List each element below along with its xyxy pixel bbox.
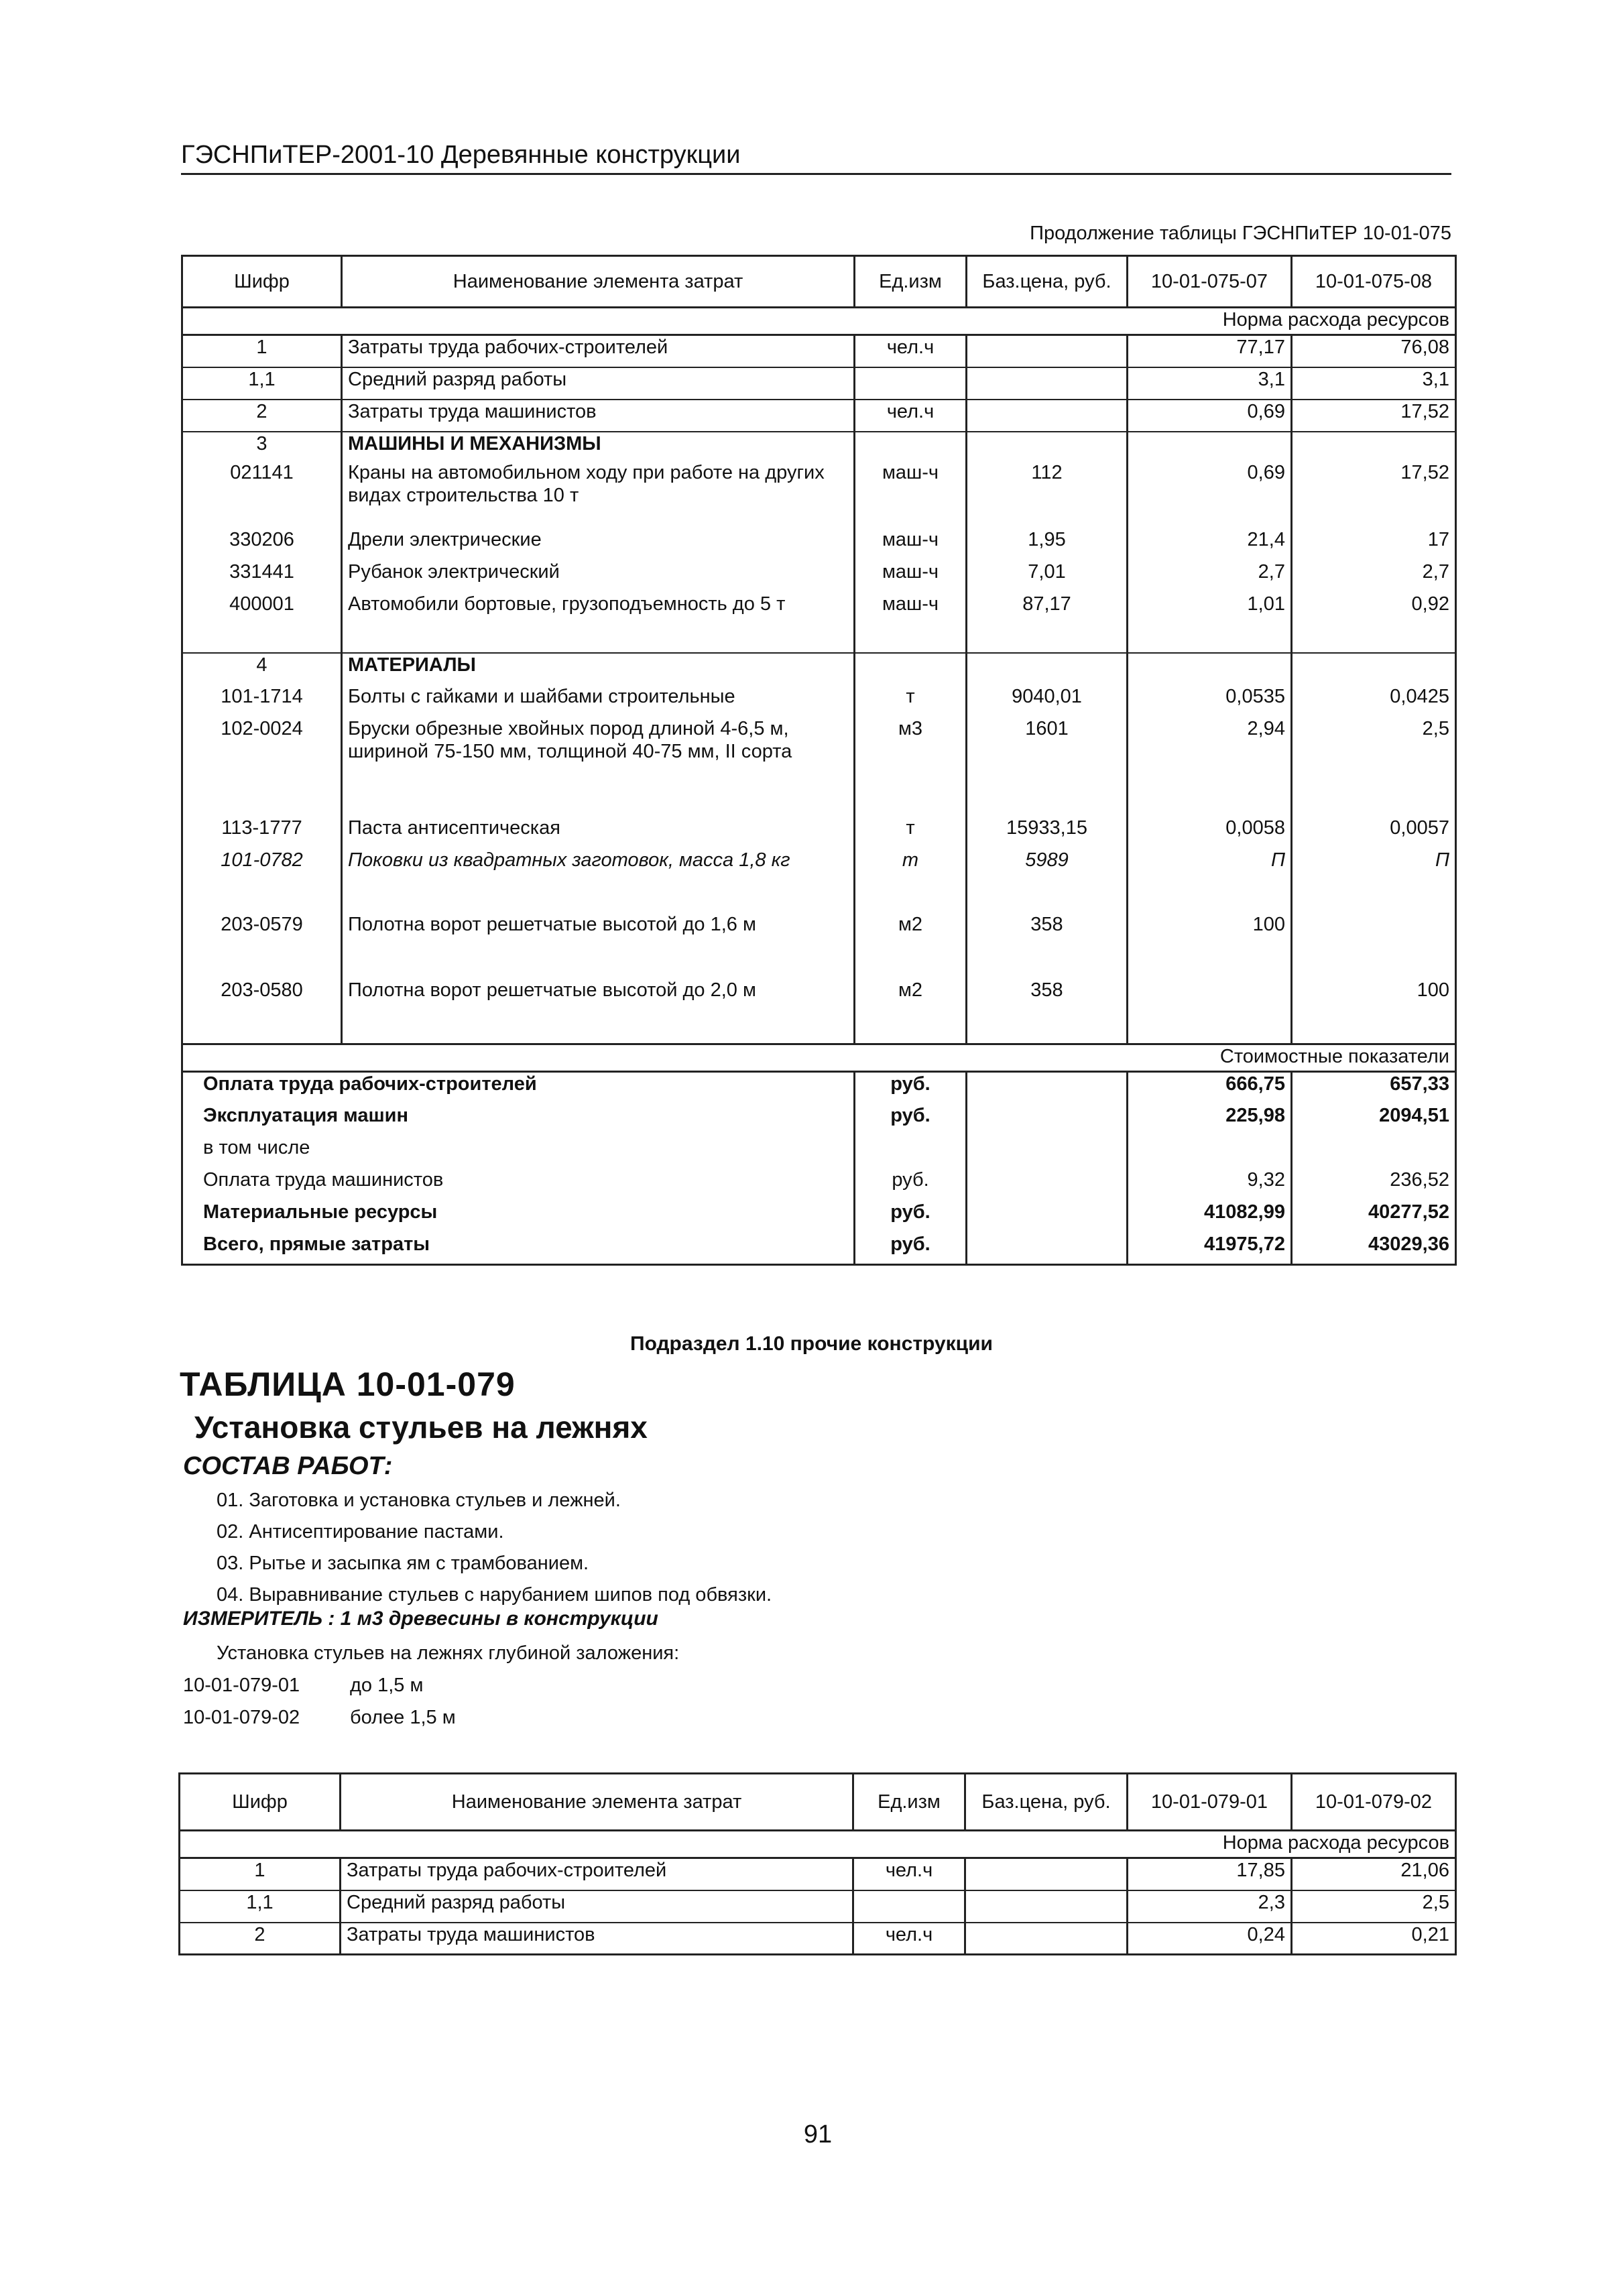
- cell-code: 4: [182, 653, 342, 685]
- cost-label: в том числе: [182, 1136, 855, 1168]
- cell-value-01: 0,24: [1128, 1923, 1292, 1955]
- table-row: [182, 461, 1456, 528]
- cost-header-row: [182, 1044, 1456, 1072]
- cost-value-08: 236,52: [1292, 1168, 1456, 1201]
- cell-code: 2: [182, 400, 342, 432]
- cell-unit: т: [855, 685, 967, 717]
- header-price: Баз.цена, руб.: [965, 1774, 1128, 1831]
- cell-name: Рубанок электрический: [342, 560, 855, 593]
- cell-code: 101-0782: [182, 849, 342, 913]
- table-row: [182, 849, 1456, 913]
- measure-unit: ИЗМЕРИТЕЛЬ : 1 м3 древесины в конструкции: [183, 1608, 658, 1630]
- cell-code: 101-1714: [182, 685, 342, 717]
- cell-value-07: 21,4: [1128, 528, 1292, 560]
- cell-value-08: 76,08: [1292, 335, 1456, 367]
- cell-code: 203-0580: [182, 979, 342, 1044]
- cost-value-08: 2094,51: [1292, 1104, 1456, 1136]
- cell-unit: т: [855, 849, 967, 913]
- cell-name: Затраты труда машинистов: [341, 1923, 853, 1955]
- table-header-row: [180, 1774, 1456, 1831]
- cell-code: 021141: [182, 461, 342, 528]
- work-item: 04. Выравнивание стульев с нарубанием шипов под обвязки.: [217, 1584, 772, 1606]
- table-subtitle: Установка стульев на лежнях: [194, 1410, 648, 1445]
- cell-code: 203-0579: [182, 913, 342, 979]
- cell-price: 7,01: [967, 560, 1128, 593]
- variant-code: 10-01-079-02: [183, 1707, 300, 1728]
- table-row: [180, 1858, 1456, 1890]
- cell-price: 87,17: [967, 593, 1128, 653]
- table-row: [180, 1890, 1456, 1923]
- cost-row: [182, 1072, 1456, 1104]
- cell-value-08: 2,7: [1292, 560, 1456, 593]
- cell-value-07: 0,0535: [1128, 685, 1292, 717]
- cell-code: 113-1777: [182, 817, 342, 849]
- cell-value-08: [1292, 913, 1456, 979]
- table-row: [182, 817, 1456, 849]
- table-row: [182, 528, 1456, 560]
- cell-section-title: МАШИНЫ И МЕХАНИЗМЫ: [342, 432, 855, 461]
- cell-unit: чел.ч: [853, 1923, 965, 1955]
- header-price: Баз.цена, руб.: [967, 256, 1128, 308]
- cell-unit: т: [855, 817, 967, 849]
- cost-row: [182, 1104, 1456, 1136]
- cell-name: Дрели электрические: [342, 528, 855, 560]
- norm-header-row: [180, 1831, 1456, 1858]
- header-variant-08: 10-01-075-08: [1292, 256, 1456, 308]
- cell-value-08: 0,92: [1292, 593, 1456, 653]
- cell-name: Болты с гайками и шайбами строительные: [342, 685, 855, 717]
- cost-header: Стоимостные показатели: [182, 1044, 1456, 1072]
- cost-row: [182, 1168, 1456, 1201]
- cell-unit: [853, 1890, 965, 1923]
- cell-price: 112: [967, 461, 1128, 528]
- cell-value-07: П: [1128, 849, 1292, 913]
- cell-code: 1: [182, 335, 342, 367]
- cell-code: 1,1: [182, 367, 342, 400]
- cost-row: [182, 1201, 1456, 1233]
- work-item: 02. Антисептирование пастами.: [217, 1521, 504, 1543]
- cost-label: Материальные ресурсы: [182, 1201, 855, 1233]
- cell-unit: чел.ч: [855, 335, 967, 367]
- section-row-machines: [182, 432, 1456, 461]
- cell-code: 2: [180, 1923, 341, 1955]
- cell-value-02: 21,06: [1292, 1858, 1456, 1890]
- cell-unit: м3: [855, 717, 967, 817]
- cell-value-08: 17: [1292, 528, 1456, 560]
- cell-value-08: 0,0425: [1292, 685, 1456, 717]
- cell-price: [967, 400, 1128, 432]
- cost-value-07: 666,75: [1128, 1072, 1292, 1104]
- cell-code: 102-0024: [182, 717, 342, 817]
- cell-value-07: 100: [1128, 913, 1292, 979]
- norm-header-row: [182, 308, 1456, 335]
- cell-value-01: 17,85: [1128, 1858, 1292, 1890]
- cost-value-08: 657,33: [1292, 1072, 1456, 1104]
- cell-name: Автомобили бортовые, грузоподъемность до 5 т: [342, 593, 855, 653]
- variant-code: 10-01-079-01: [183, 1675, 300, 1696]
- cell-name: Поковки из квадратных заготовок, масса 1,8 кг: [342, 849, 855, 913]
- header-variant-02: 10-01-079-02: [1292, 1774, 1456, 1831]
- cost-value-07: 41082,99: [1128, 1201, 1292, 1233]
- cost-value-07: 9,32: [1128, 1168, 1292, 1201]
- page-number: 91: [803, 2120, 833, 2149]
- work-composition-label: СОСТАВ РАБОТ:: [183, 1452, 393, 1480]
- cell-unit: маш-ч: [855, 528, 967, 560]
- cell-value-08: 100: [1292, 979, 1456, 1044]
- table-row: [182, 335, 1456, 367]
- table-row: [180, 1923, 1456, 1955]
- table-header-row: [182, 256, 1456, 308]
- table-row: [182, 560, 1456, 593]
- cell-unit: м2: [855, 979, 967, 1044]
- cell-code: 400001: [182, 593, 342, 653]
- cell-code: 1: [180, 1858, 341, 1890]
- header-name: Наименование элемента затрат: [342, 256, 855, 308]
- cell-price: 15933,15: [967, 817, 1128, 849]
- cell-unit: маш-ч: [855, 560, 967, 593]
- variants-intro: Установка стульев на лежнях глубиной заложения:: [217, 1642, 680, 1664]
- header-variant-07: 10-01-075-07: [1128, 256, 1292, 308]
- header-unit: Ед.изм: [855, 256, 967, 308]
- work-item: 01. Заготовка и установка стульев и лежней.: [217, 1490, 621, 1511]
- cell-price: [967, 335, 1128, 367]
- cell-unit: маш-ч: [855, 461, 967, 528]
- table-row: [182, 979, 1456, 1044]
- cell-value-08: 3,1: [1292, 367, 1456, 400]
- cell-value-08: 2,5: [1292, 717, 1456, 817]
- norm-header: Норма расхода ресурсов: [182, 308, 1456, 335]
- resource-table-10-01-079: [178, 1772, 1457, 1955]
- cell-name: Полотна ворот решетчатые высотой до 2,0 м: [342, 979, 855, 1044]
- table-row: [182, 913, 1456, 979]
- cell-name: Бруски обрезные хвойных пород длиной 4-6,5 м, шириной 75-150 мм, толщиной 40-75 мм, II сорта: [342, 717, 855, 817]
- header-variant-01: 10-01-079-01: [1128, 1774, 1292, 1831]
- norm-header: Норма расхода ресурсов: [180, 1831, 1456, 1858]
- cell-value-07: 77,17: [1128, 335, 1292, 367]
- table-row: [182, 593, 1456, 653]
- header-name: Наименование элемента затрат: [341, 1774, 853, 1831]
- cost-unit: руб.: [855, 1168, 967, 1201]
- cost-unit: руб.: [855, 1233, 967, 1265]
- cell-value-02: 2,5: [1292, 1890, 1456, 1923]
- cost-label: Всего, прямые затраты: [182, 1233, 855, 1265]
- header-code: Шифр: [180, 1774, 341, 1831]
- cell-code: 3: [182, 432, 342, 461]
- cell-unit: чел.ч: [855, 400, 967, 432]
- cell-unit: [855, 367, 967, 400]
- cell-price: [965, 1858, 1128, 1890]
- table-row: [182, 685, 1456, 717]
- cell-price: 1601: [967, 717, 1128, 817]
- cell-price: 1,95: [967, 528, 1128, 560]
- running-head: ГЭСНПиТЕР-2001-10 Деревянные конструкции: [181, 138, 1451, 175]
- cell-value-02: 0,21: [1292, 1923, 1456, 1955]
- cost-unit: руб.: [855, 1072, 967, 1104]
- cell-value-07: 0,69: [1128, 461, 1292, 528]
- cell-section-title: МАТЕРИАЛЫ: [342, 653, 855, 685]
- cell-value-07: [1128, 979, 1292, 1044]
- cell-name: Затраты труда рабочих-строителей: [342, 335, 855, 367]
- cell-value-08: 17,52: [1292, 400, 1456, 432]
- variant-text: до 1,5 м: [350, 1675, 424, 1696]
- cost-unit: руб.: [855, 1201, 967, 1233]
- cell-price: [965, 1890, 1128, 1923]
- cell-name: Затраты труда рабочих-строителей: [341, 1858, 853, 1890]
- work-item: 03. Рытье и засыпка ям с трамбованием.: [217, 1553, 589, 1574]
- cell-price: 5989: [967, 849, 1128, 913]
- cost-label: Оплата труда машинистов: [182, 1168, 855, 1201]
- cell-name: Краны на автомобильном ходу при работе на других видах строительства 10 т: [342, 461, 855, 528]
- cell-price: [967, 367, 1128, 400]
- cell-code: 331441: [182, 560, 342, 593]
- cell-value-07: 1,01: [1128, 593, 1292, 653]
- cell-value-08: 0,0057: [1292, 817, 1456, 849]
- cell-name: Средний разряд работы: [341, 1890, 853, 1923]
- table-row: [182, 367, 1456, 400]
- cell-unit: чел.ч: [853, 1858, 965, 1890]
- cell-value-07: 2,7: [1128, 560, 1292, 593]
- cell-name: Средний разряд работы: [342, 367, 855, 400]
- variant-text: более 1,5 м: [350, 1707, 456, 1728]
- table-title: ТАБЛИЦА 10-01-079: [180, 1366, 516, 1403]
- cost-row: [182, 1233, 1456, 1265]
- cost-value-07: 225,98: [1128, 1104, 1292, 1136]
- cell-name: Паста антисептическая: [342, 817, 855, 849]
- cell-unit: маш-ч: [855, 593, 967, 653]
- header-unit: Ед.изм: [853, 1774, 965, 1831]
- header-code: Шифр: [182, 256, 342, 308]
- section-row-materials: [182, 653, 1456, 685]
- cell-code: 1,1: [180, 1890, 341, 1923]
- cell-price: 9040,01: [967, 685, 1128, 717]
- cost-value-07: 41975,72: [1128, 1233, 1292, 1265]
- subsection-title: Подраздел 1.10 прочие конструкции: [630, 1333, 993, 1355]
- cost-row: [182, 1136, 1456, 1168]
- cost-value-08: 40277,52: [1292, 1201, 1456, 1233]
- resource-table-10-01-075: [181, 255, 1457, 1266]
- table-row: [182, 717, 1456, 817]
- cell-unit: м2: [855, 913, 967, 979]
- cell-price: 358: [967, 913, 1128, 979]
- cell-price: [965, 1923, 1128, 1955]
- cell-price: 358: [967, 979, 1128, 1044]
- cost-value-08: 43029,36: [1292, 1233, 1456, 1265]
- cell-name: Затраты труда машинистов: [342, 400, 855, 432]
- cell-code: 330206: [182, 528, 342, 560]
- cell-name: Полотна ворот решетчатые высотой до 1,6 м: [342, 913, 855, 979]
- cost-label: Оплата труда рабочих-строителей: [182, 1072, 855, 1104]
- table-row: [182, 400, 1456, 432]
- cell-value-01: 2,3: [1128, 1890, 1292, 1923]
- cell-value-07: 0,69: [1128, 400, 1292, 432]
- cell-value-07: 2,94: [1128, 717, 1292, 817]
- cost-unit: руб.: [855, 1104, 967, 1136]
- cell-value-08: 17,52: [1292, 461, 1456, 528]
- continuation-caption: Продолжение таблицы ГЭСНПиТЕР 10-01-075: [1030, 223, 1451, 244]
- cell-value-07: 0,0058: [1128, 817, 1292, 849]
- cell-value-08: П: [1292, 849, 1456, 913]
- cell-value-07: 3,1: [1128, 367, 1292, 400]
- cost-label: Эксплуатация машин: [182, 1104, 855, 1136]
